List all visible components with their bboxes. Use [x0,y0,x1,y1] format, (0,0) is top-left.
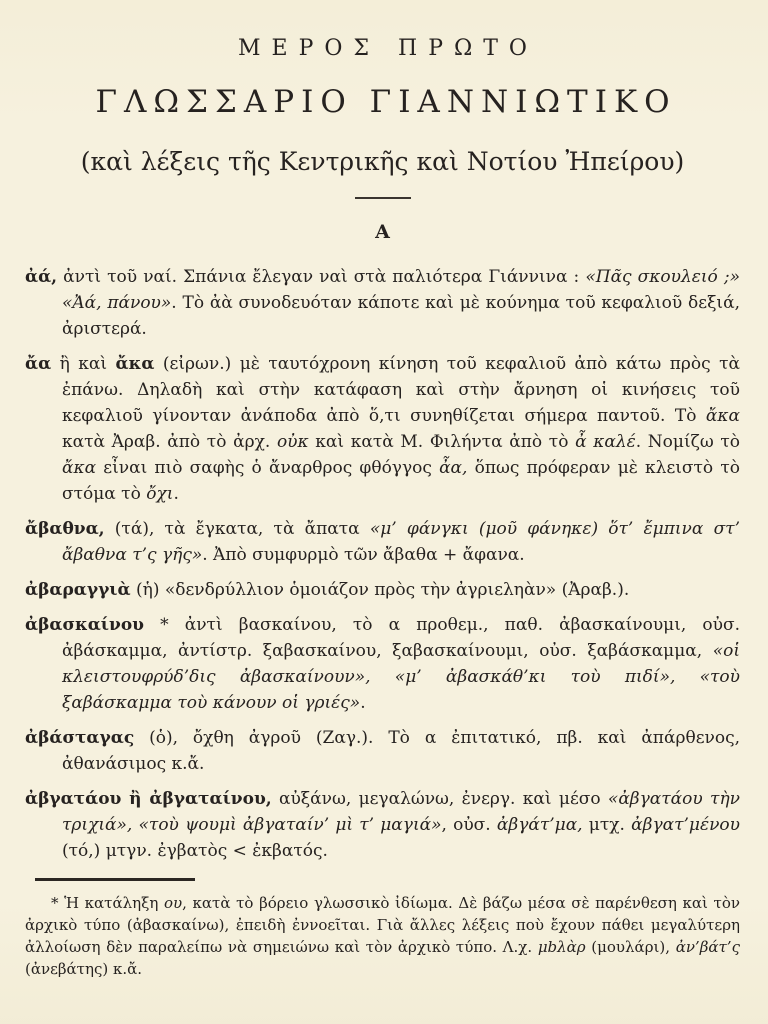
entry-text: κατὰ Ἀραβ. ἀπὸ τὸ ἀρχ. [62,432,277,452]
entry-text: ἆ καλέ [575,432,636,452]
subtitle: (καὶ λέξεις τῆς Κεντρικῆς καὶ Νοτίου Ἠπείρου) [80,147,685,176]
entry-text: μτχ. [582,815,632,835]
footnote-text: ου [163,894,183,912]
part-title: ΜΕΡΟΣ ΠΡΩΤΟ [238,36,538,61]
entry-text: ἀβγάτ’μα, [496,815,583,835]
glossary-entry [25,577,740,603]
entry-text: ἄκα [705,406,740,426]
entry-text: ἀντὶ τοῦ ναί. Σπάνια ἔλεγαν ναὶ στὰ παλιότερα Γιάννινα : [57,267,586,287]
glossary-entry [25,786,740,864]
footnote-rule [35,878,195,881]
title-divider [355,197,411,199]
entry-text: «ἀβγατάου τὴν τριχιά», «τοὺ ψουμὶ ἀβγαταίν’ μὶ τ’ μαγιά» [62,789,740,835]
entry-text: ἢ καὶ [51,354,116,374]
entry-text: . [173,484,179,504]
footnote-area [25,878,740,980]
footnote-text: (ἀνεβάτης) κ.ἄ. [25,960,143,978]
entry-headword: ἀά, [25,267,58,287]
entry-text: . Τὸ ἀὰ συνοδευόταν κάποτε καὶ μὲ κούνημα τοῦ κεφαλιοῦ δεξιά, ἀριστερά. [62,293,740,339]
entry-text: «μ’ φάνγκι (μοῦ φάνηκε) ὅτ’ ἔμπινα στ’ ἄβαθνα τ’ς γῆς» [62,519,740,565]
entry-text: (τό,) μτγν. ἐγβατὸς < ἐκβατός. [62,841,328,861]
entry-text: οὐκ [276,432,309,452]
footnote-text: , κατὰ τὸ βόρειο γλωσσικὸ ἰδίωμα. Δὲ βάζω μέσα σὲ παρένθεση καὶ τὸν ἀρχικὸ τύπο (ἀβασκαίνω), ἐπειδὴ ἐννοεῖται. Γιὰ ἄλλες λέξεις ποὺ ἔχουν πάθει μεγαλύτερη ἀλλοίωση δὲν παραλείπω νὰ σημειώνω καὶ τὸν ἀρχικὸ τύπο. Λ.χ. [25,894,740,956]
footnote-text: * Ἡ κατάληξη [51,894,164,912]
entry-text: (ἡ) «δενδρύλλιον ὁμοιάζον πρὸς τὴν ἀγριεληὰν» (Ἀραβ.). [130,580,630,600]
footnote-text: μbλὰρ [537,938,586,956]
glossary-entry [25,725,740,777]
entry-text: (ὁ), ὄχθη ἀγροῦ (Ζαγ.). Τὸ α ἐπιτατικό, πβ. καὶ ἀπάρθενος, ἀθανάσιμος κ.ἄ. [62,728,740,774]
entry-text: ἄκα [62,458,97,478]
entry-headword: ἄκα [115,354,155,374]
entry-text: «οἱ κλειστουφρύδ’δις ἀβασκαίνουν», «μ’ ἀβασκάθ’κι τοὺ πιδί», «τοὺ ξαβάσκαμμα τοὺ κάνουν οἱ γριές» [62,641,740,713]
entry-text: ὅπως πρόφεραν μὲ κλειστὸ τὸ στόμα τὸ [62,458,740,504]
entry-text: καὶ κατὰ Μ. Φιλήντα ἀπὸ τὸ [308,432,576,452]
glossary-entries [25,264,740,864]
entry-text: ὄχι [146,484,174,504]
entry-text: . [360,693,366,713]
entry-headword: ἄβαθνα, [25,519,105,539]
entry-text: «Πᾶς σκουλειό ;» «Ἀά, πάνου» [62,267,740,313]
section-letter: Α [375,221,390,243]
glossary-entry [25,264,740,342]
entry-text: (τά), τὰ ἔγκατα, τὰ ἄπατα [104,519,370,539]
entry-text: , οὐσ. [441,815,497,835]
entry-text: . Ἀπὸ συμφυρμὸ τῶν ἄβαθα + ἄφανα. [202,545,525,565]
entry-text: ἆα, [439,458,468,478]
footnote-text: ἀν’βάτ’ς [675,938,740,956]
entry-headword: ἀβγατάου ἢ ἀβγαταίνου, [25,789,272,809]
glossary-entry [25,351,740,507]
glossary-entry [25,612,740,716]
entry-text: αὐξάνω, μεγαλώνω, ἐνεργ. καὶ μέσο [271,789,608,809]
entry-text: . Νομίζω τὸ [635,432,740,452]
entry-headword: ἀβασκαίνου [25,615,144,635]
entry-text: * ἀντὶ βασκαίνου, τὸ α προθεμ., παθ. ἀβασκαίνουμι, οὐσ. ἀβάσκαμμα, ἀντίστρ. ξαβασκαίνου, ξαβασκαίνουμι, οὐσ. ξαβάσκαμμα, [62,615,740,661]
entry-text: εἶναι πιὸ σαφὴς ὁ ἄναρθρος φθόγγος [96,458,440,478]
page-header [25,36,740,243]
glossary-entry [25,516,740,568]
entry-text: (εἰρων.) μὲ ταυτόχρονη κίνηση τοῦ κεφαλιοῦ ἀπὸ κάτω πρὸς τὰ ἐπάνω. Δηλαδὴ καὶ στὴν κατάφαση καὶ στὴν ἄρνηση οἱ κινήσεις τοῦ κεφαλιοῦ γίνονταν ἀνάποδα ἀπὸ ὅ,τι συνηθίζεται σήμερα παντοῦ. Τὸ [62,354,740,426]
footnote-text: (μουλάρι), [585,938,676,956]
footnote [25,892,740,980]
entry-headword: ἄα [25,354,52,374]
entry-headword: ἀβάσταγας [25,728,135,748]
entry-headword: ἀβαραγγιὰ [25,580,131,600]
page-title: ΓΛΩΣΣΑΡΙΟ ΓΙΑΝΝΙΩΤΙΚΟ [95,84,677,120]
entry-text: ἀβγατ’μένου [631,815,740,835]
